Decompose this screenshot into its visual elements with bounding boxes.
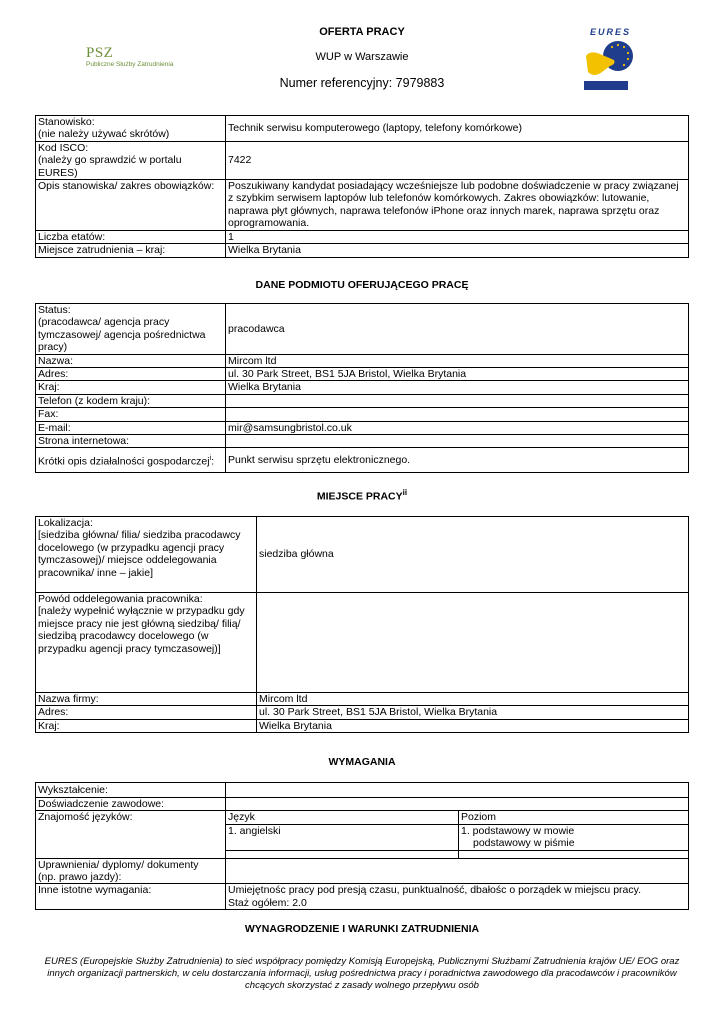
phone-value [226,394,689,407]
fax-label: Fax: [36,408,226,421]
psz-logo-full: Publiczne Służby Zatrudnienia [86,61,174,68]
language-value: 1. angielski [226,824,459,850]
salary-section-title: WYNAGRODZENIE I WARUNKI ZATRUDNIENIA [244,923,480,935]
job-table [35,115,689,258]
eures-banner [584,81,628,90]
table-row [36,231,689,244]
workplace-address-value: ul. 30 Park Street, BS1 5JA Bristol, Wielka Brytania [257,706,689,719]
table-row [36,783,689,798]
table-row [36,719,689,732]
footer-note: EURES (Europejskie Służby Zatrudnienia) to sieć współpracy pomiędzy Komisją Europejską, Publicznymi Służbami Zatrudnienia krajów UE/ EOG oraz innych organizacji partnerskich, w celu dostarczania informacji, usług pośrednictwa pracy i poradnictwa zawodowego dla pracodawców i pracowników chcących skorzystać z zasady wolnego przepływu osób [44,956,680,991]
table-row [36,448,689,473]
website-label: Strona internetowa: [36,435,226,448]
permissions-label: Uprawnienia/ dyplomy/ dokumenty (np. prawo jazdy): [36,858,226,884]
table-row [36,180,689,231]
delegation-reason-label: Powód oddelegowania pracownika: [należy wypełnić wyłącznie w przypadku gdy miejsce pracy nie jest główną siedzibą/ filią/ siedzibą pracodawcy docelowego (w przypadku agencji pracy tymczasowej)] [36,593,257,693]
email-value: mir@samsungbristol.co.uk [226,421,689,434]
table-row [36,116,689,142]
other-requirements-label: Inne istotne wymagania: [36,884,226,910]
employer-address-value: ul. 30 Park Street, BS1 5JA Bristol, Wielka Brytania [226,368,689,381]
language-column-header: Język [226,811,459,824]
table-row [36,141,689,179]
document-title: OFERTA PRACY [319,26,405,38]
workplace-address-label: Adres: [36,706,257,719]
fax-value [226,408,689,421]
table-row [36,435,689,448]
table-row [36,354,689,367]
requirements-section-title: WYMAGANIA [328,756,396,768]
company-name-value: Mircom ltd [257,693,689,706]
business-description-value: Punkt serwisu sprzętu elektronicznego. [226,448,689,473]
business-description-label: Krótki opis działalności gospodarczej$^i$: [36,448,226,473]
table-row [36,368,689,381]
empty-cell [226,850,459,858]
level-value: 1. podstawowy w mowie podstawowy w piśmie [459,824,689,850]
delegation-reason-value [257,593,689,693]
table-row [36,593,689,693]
table-row [36,858,689,884]
other-requirements-value: Umiejętnośc pracy pod presją czasu, punktualność, dbałośc o porządek w miejscu pracy. Staż ogółem: 2.0 [226,884,689,910]
employer-address-label: Adres: [36,368,226,381]
employer-country-label: Kraj: [36,381,226,394]
employer-country-value: Wielka Brytania [226,381,689,394]
table-row [36,381,689,394]
isco-label: Kod ISCO: (należy go sprawdzić w portalu EURES) [36,141,226,179]
office-name: WUP w Warszawie [315,51,409,63]
education-label: Wykształcenie: [36,783,226,798]
eures-logo [580,26,636,92]
workplace-table [35,516,689,733]
reference-number: Numer referencyjny: 7979883 [279,76,445,90]
table-row [36,693,689,706]
level-column-header: Poziom [459,811,689,824]
table-row [36,408,689,421]
employment-country-label: Miejsce zatrudnienia – kraj: [36,244,226,257]
job-description-value: Poszukiwany kandydat posiadający wcześniejsze lub podobne doświadczenie w pracy związanej z szybkim serwisem laptopów lub telefonów komórkowych. Zakres obowiązków: lutowanie, naprawa płyt głównych, naprawa telefonów iPhone oraz innych marek, naprawa sprzętu oraz oprogramowania. [226,180,689,231]
experience-value [226,798,689,811]
workplace-country-label: Kraj: [36,719,257,732]
requirements-table [35,782,689,910]
positions-count-value: 1 [226,231,689,244]
table-row [36,706,689,719]
job-description-label: Opis stanowiska/ zakres obowiązków: [36,180,226,231]
permissions-value [226,858,689,884]
location-label: Lokalizacja: [siedziba główna/ filia/ siedziba pracodawcy docelowego (w przypadku agencji pracy tymczasowej)/ miejsce oddelegowania pracownika/ inne – jakie] [36,517,257,593]
location-value: siedziba główna [257,517,689,593]
table-row [36,811,689,824]
table-row [36,517,689,593]
table-row [36,394,689,407]
company-name-label: Nazwa firmy: [36,693,257,706]
psz-logo [86,45,173,68]
table-row [36,421,689,434]
job-title-label: Stanowisko: (nie należy używać skrótów) [36,116,226,142]
experience-label: Doświadczenie zawodowe: [36,798,226,811]
employer-table [35,303,689,473]
workplace-section-title: MIEJSCE PRACY$^{ii}$ [316,488,408,503]
employment-country-value: Wielka Brytania [226,244,689,257]
languages-label: Znajomość języków: [36,811,226,858]
status-label: Status: (pracodawca/ agencja pracy tymczasowej/ agencja pośrednictwa pracy) [36,304,226,355]
status-value: pracodawca [226,304,689,355]
job-title-value: Technik serwisu komputerowego (laptopy, telefony komórkowe) [226,116,689,142]
website-value [226,435,689,448]
employer-name-label: Nazwa: [36,354,226,367]
isco-value: 7422 [226,141,689,179]
table-row [36,244,689,257]
phone-label: Telefon (z kodem kraju): [36,394,226,407]
table-row [36,884,689,910]
empty-cell [459,850,689,858]
workplace-country-value: Wielka Brytania [257,719,689,732]
education-value [226,783,689,798]
employer-section-title: DANE PODMIOTU OFERUJĄCEGO PRACĘ [255,279,469,291]
employer-name-value: Mircom ltd [226,354,689,367]
email-label: E-mail: [36,421,226,434]
positions-count-label: Liczba etatów: [36,231,226,244]
table-row [36,798,689,811]
table-row [36,304,689,355]
psz-logo-abbr: PSZ [86,45,114,61]
eures-logo-text: EURES [590,27,632,37]
